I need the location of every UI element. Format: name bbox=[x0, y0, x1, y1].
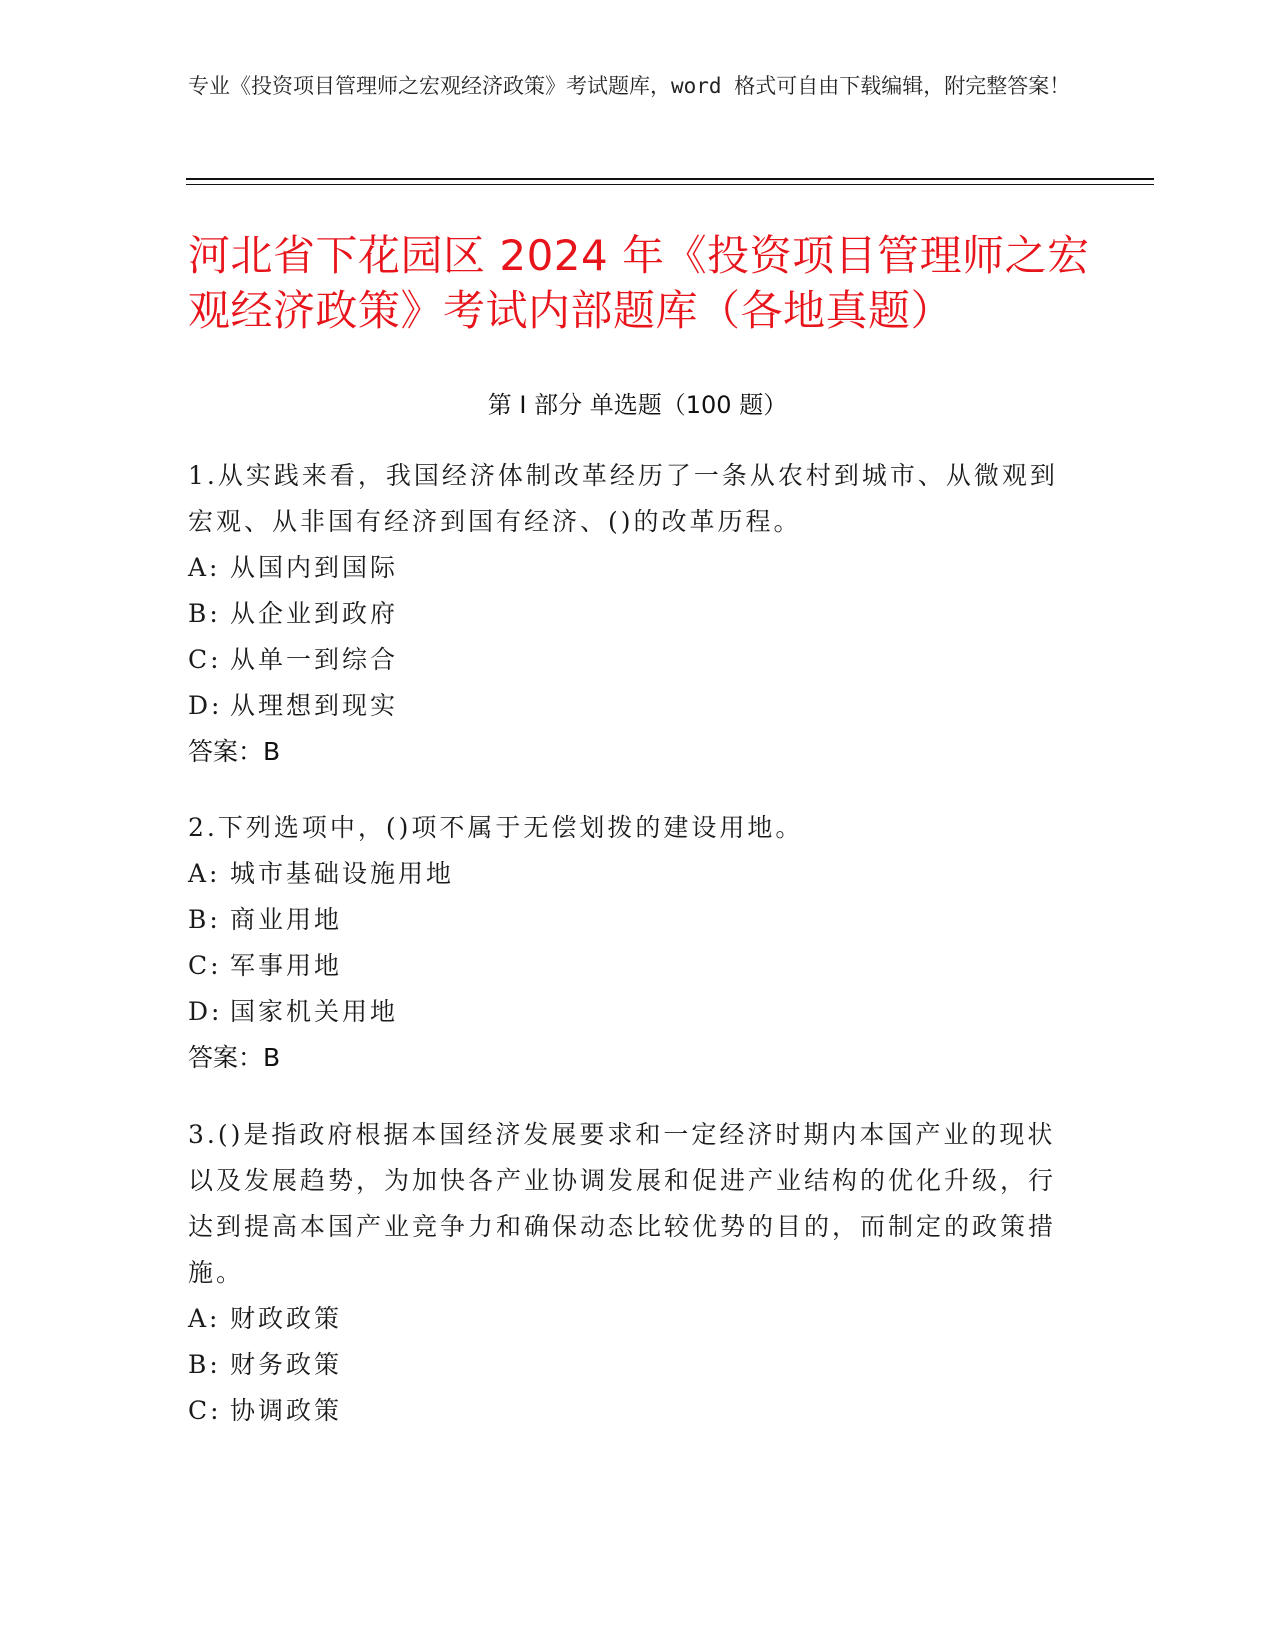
option-key: C: bbox=[188, 1396, 222, 1425]
section-heading: 第 I 部分 单选题（100 题） bbox=[487, 391, 788, 419]
question-3 bbox=[188, 1112, 1068, 1434]
option-b bbox=[188, 897, 1068, 943]
answer: 答案：B bbox=[188, 737, 281, 766]
option-key: A: bbox=[188, 1304, 221, 1333]
header-divider-thin bbox=[186, 184, 1154, 185]
option-text: 商业用地 bbox=[230, 905, 343, 934]
option-b bbox=[188, 1342, 1068, 1388]
header-divider-thick bbox=[186, 178, 1154, 180]
option-c bbox=[188, 637, 1068, 683]
question-2 bbox=[188, 805, 1068, 1081]
option-key: C: bbox=[188, 645, 222, 674]
option-text: 从理想到现实 bbox=[230, 691, 399, 720]
option-text: 军事用地 bbox=[230, 951, 343, 980]
option-c bbox=[188, 1388, 1068, 1434]
option-text: 城市基础设施用地 bbox=[230, 859, 455, 888]
option-d bbox=[188, 683, 1068, 729]
question-stem: 1.从实践来看，我国经济体制改革经历了一条从农村到城市、从微观到宏观、从非国有经济到国有经济、()的改革历程。 bbox=[188, 461, 1058, 536]
question-stem: 3.()是指政府根据本国经济发展要求和一定经济时期内本国产业的现状以及发展趋势，为加快各产业协调发展和促进产业结构的优化升级，行达到提高本国产业竞争力和确保动态比较优势的目的，而制定的政策措施。 bbox=[188, 1120, 1057, 1287]
header-note: 专业《投资项目管理师之宏观经济政策》考试题库，word 格式可自由下载编辑，附完整答案！ bbox=[188, 74, 1071, 98]
option-text: 协调政策 bbox=[230, 1396, 343, 1425]
document-title: 河北省下花园区 2024 年《投资项目管理师之宏观经济政策》考试内部题库（各地真题） bbox=[188, 231, 1090, 335]
option-key: B: bbox=[188, 905, 221, 934]
option-key: A: bbox=[188, 859, 221, 888]
option-text: 从企业到政府 bbox=[230, 599, 399, 628]
option-d bbox=[188, 989, 1068, 1035]
option-text: 国家机关用地 bbox=[230, 997, 399, 1026]
option-a bbox=[188, 851, 1068, 897]
option-a bbox=[188, 1296, 1068, 1342]
option-c bbox=[188, 943, 1068, 989]
question-1 bbox=[188, 453, 1068, 775]
option-key: D: bbox=[188, 691, 223, 720]
option-key: D: bbox=[188, 997, 223, 1026]
option-text: 财务政策 bbox=[230, 1350, 343, 1379]
option-text: 从单一到综合 bbox=[230, 645, 399, 674]
option-a bbox=[188, 545, 1068, 591]
option-text: 从国内到国际 bbox=[230, 553, 399, 582]
question-stem: 2.下列选项中，()项不属于无偿划拨的建设用地。 bbox=[188, 813, 804, 842]
answer: 答案：B bbox=[188, 1043, 281, 1072]
option-key: B: bbox=[188, 599, 221, 628]
option-b bbox=[188, 591, 1068, 637]
option-key: C: bbox=[188, 951, 222, 980]
option-key: B: bbox=[188, 1350, 221, 1379]
option-text: 财政政策 bbox=[230, 1304, 343, 1333]
option-key: A: bbox=[188, 553, 221, 582]
